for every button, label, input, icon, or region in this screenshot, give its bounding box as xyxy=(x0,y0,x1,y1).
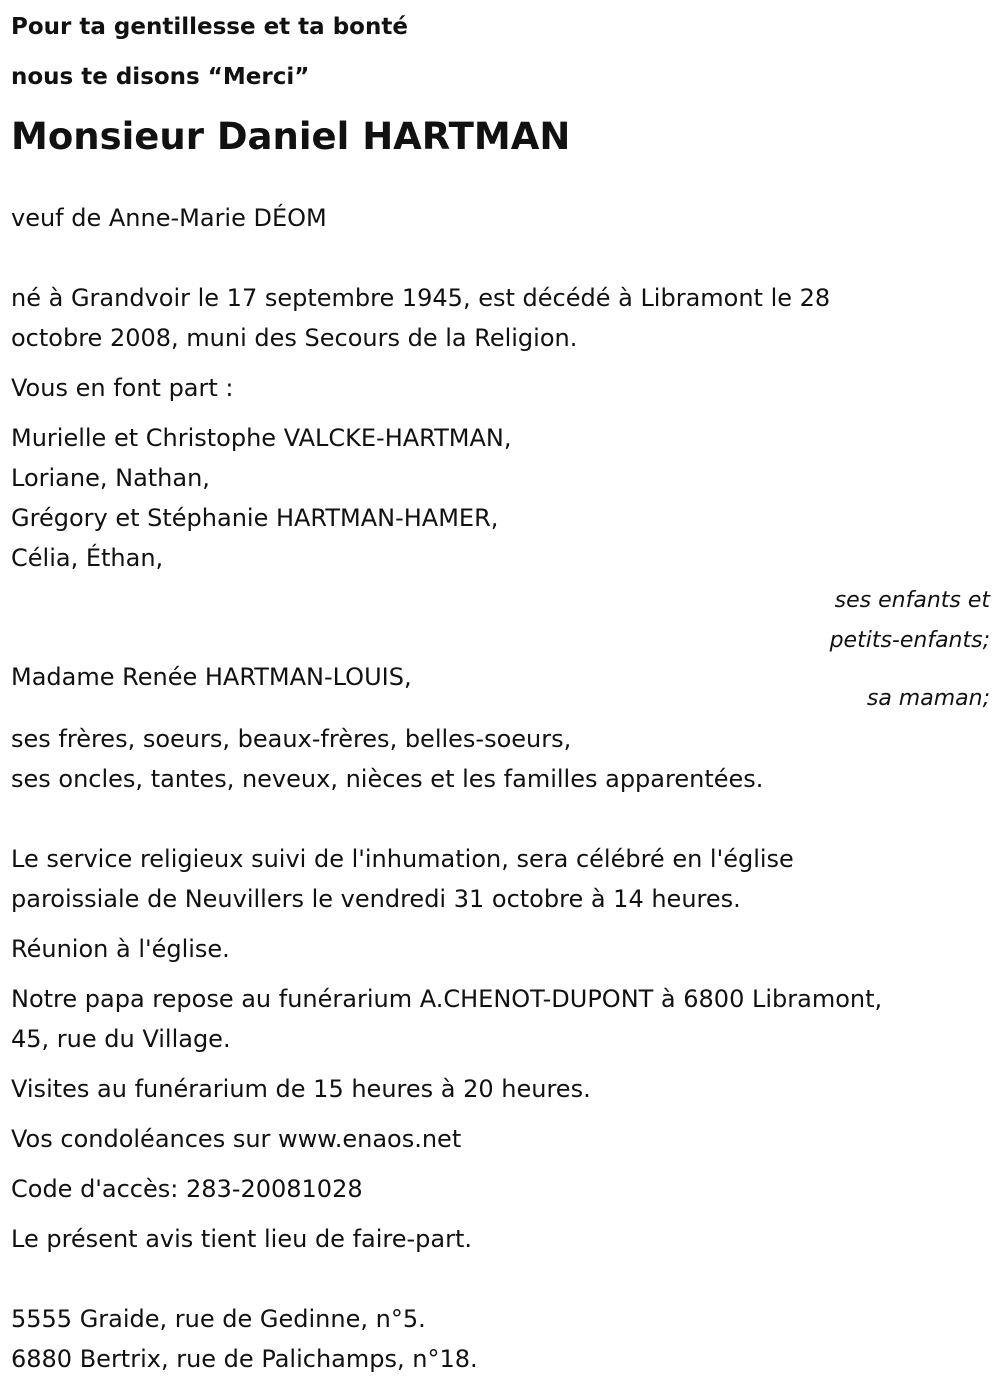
announcers-intro: Vous en font part : xyxy=(11,374,234,402)
deceased-name: Monsieur Daniel HARTMAN xyxy=(11,115,571,158)
service-line-2: paroissiale de Neuvillers le vendredi 31 octobre à 14 heures. xyxy=(11,885,741,913)
notice-line: Le présent avis tient lieu de faire-part. xyxy=(11,1225,473,1253)
access-code-line: Code d'accès: 283-20081028 xyxy=(11,1175,363,1203)
mother-relation: sa maman; xyxy=(866,686,990,711)
intro-line-1: Pour ta gentillesse et ta bonté xyxy=(11,14,408,40)
condolences-line: Vos condoléances sur www.enaos.net xyxy=(11,1125,462,1153)
birth-death-line-1: né à Grandvoir le 17 septembre 1945, est décédé à Libramont le 28 xyxy=(11,284,831,312)
child-line: Murielle et Christophe VALCKE-HARTMAN, xyxy=(11,424,512,452)
rest-line-2: 45, rue du Village. xyxy=(11,1025,231,1053)
mother-line: Madame Renée HARTMAN-LOUIS, xyxy=(11,663,412,691)
rest-line-1: Notre papa repose au funérarium A.CHENOT-DUPONT à 6800 Libramont, xyxy=(11,985,883,1013)
obituary-body xyxy=(11,166,991,1379)
address-line: 6880 Bertrix, rue de Palichamps, n°18. xyxy=(11,1345,478,1373)
birth-death-line-2: octobre 2008, muni des Secours de la Religion. xyxy=(11,324,578,352)
obituary-notice xyxy=(11,0,991,1379)
service-line-1: Le service religieux suivi de l'inhumation, sera célébré en l'église xyxy=(11,845,794,873)
children-relation-1: ses enfants et xyxy=(834,588,990,613)
address-line: 5555 Graide, rue de Gedinne, n°5. xyxy=(11,1305,426,1333)
children-relation-2: petits-enfants; xyxy=(829,628,990,653)
intro-text xyxy=(11,2,991,102)
extended-family-line: ses oncles, tantes, neveux, nièces et les familles apparentées. xyxy=(11,765,764,793)
meeting-line: Réunion à l'église. xyxy=(11,935,230,963)
child-line: Grégory et Stéphanie HARTMAN-HAMER, xyxy=(11,504,499,532)
widower-line: veuf de Anne-Marie DÉOM xyxy=(11,204,327,232)
intro-line-2: nous te disons “Merci” xyxy=(11,64,310,90)
visits-line: Visites au funérarium de 15 heures à 20 heures. xyxy=(11,1075,591,1103)
siblings-line: ses frères, soeurs, beaux-frères, belles-soeurs, xyxy=(11,725,572,753)
child-line: Célia, Éthan, xyxy=(11,544,164,572)
child-line: Loriane, Nathan, xyxy=(11,464,210,492)
